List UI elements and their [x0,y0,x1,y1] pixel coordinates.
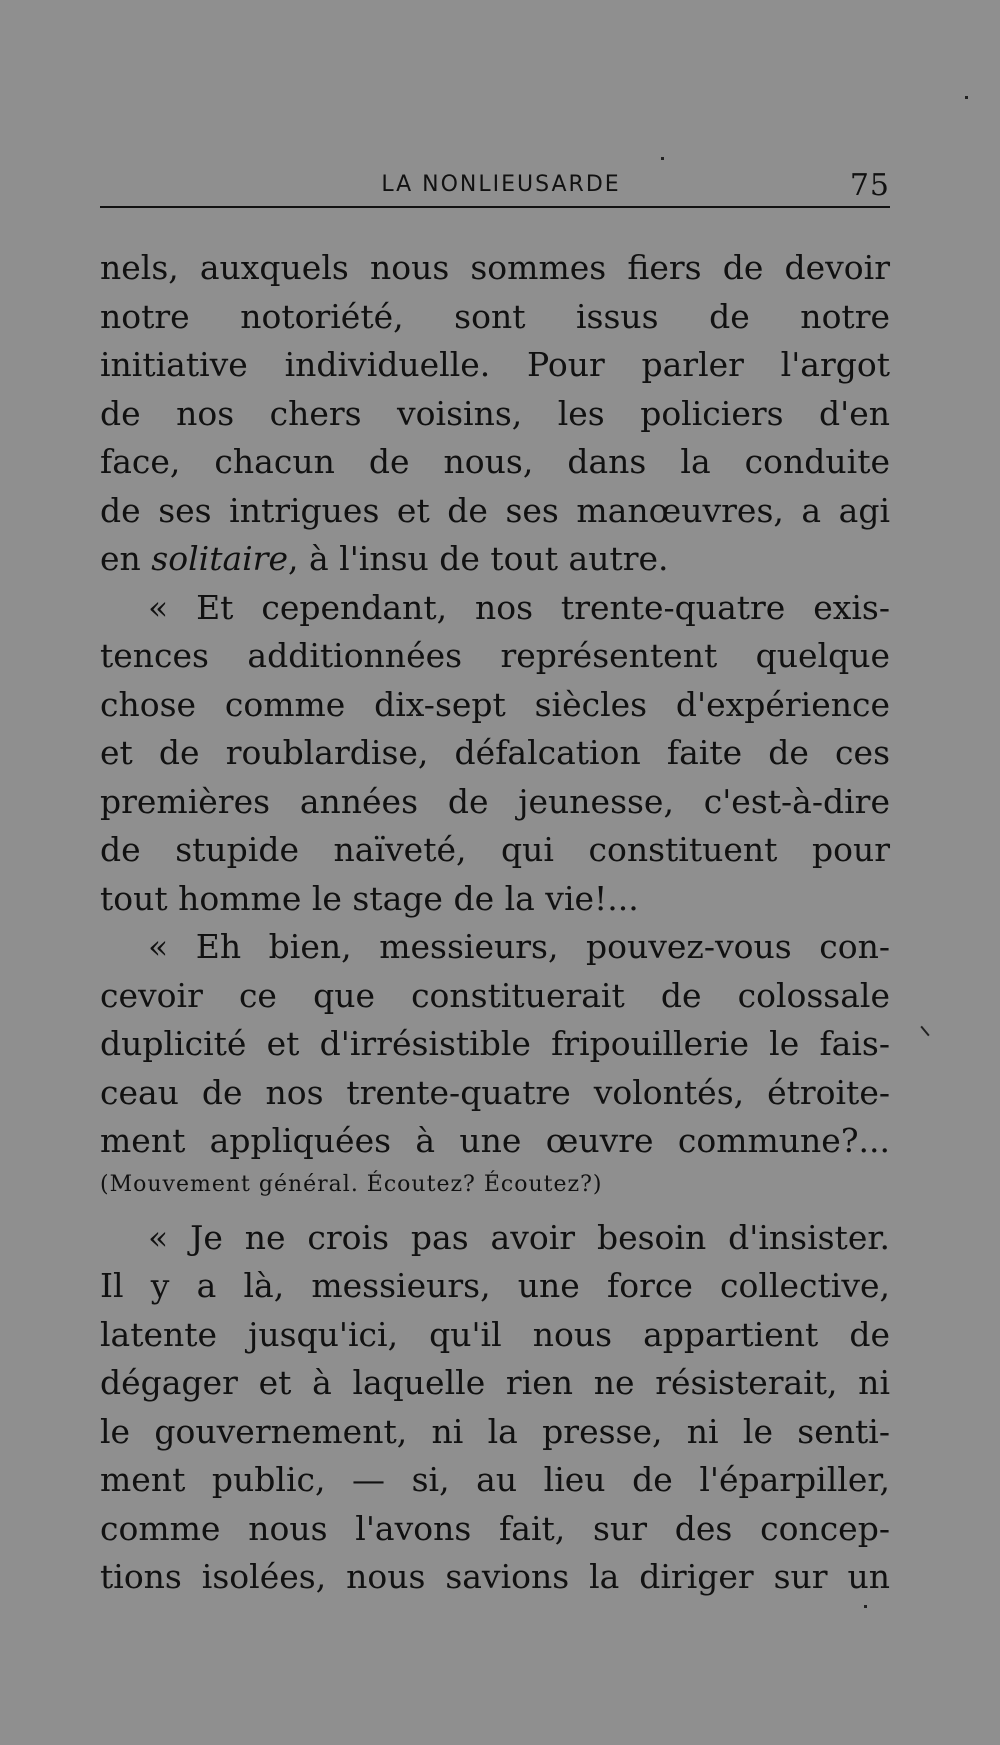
text-line: duplicité et d'irrésistible fripouillerie le fais- [100,1024,890,1063]
text-line: de nos chers voisins, les policiers d'en [100,393,890,433]
text-line: tions isolées, nous savions la diriger sur un [100,1557,890,1596]
speck-mark [965,96,968,99]
line-text: , à l'insu de tout autre. [288,539,669,578]
text-line: ment appliquées à une œuvre commune?... [100,1121,890,1160]
text-line: tout homme le stage de la vie!... [100,878,639,918]
text-line: « Et cependant, nos trente-quatre exis- [148,587,890,627]
page-number: 75 [849,168,890,203]
text-line: ceau de nos trente-quatre volontés, étroite- [100,1072,890,1112]
stage-direction: (Mouvement général. Écoutez? Écoutez?) [100,1171,603,1197]
text-line: « Je ne crois pas avoir besoin d'insister. [148,1217,890,1257]
text-line: Il y a là, messieurs, une force collective, [100,1266,890,1305]
text-line: chose comme dix-sept siècles d'expérience [100,684,890,724]
text-line: face, chacun de nous, dans la conduite [100,442,890,481]
speck-mark [864,1605,867,1608]
line-text: en [100,539,152,578]
text-line: comme nous l'avons fait, sur des concep- [100,1508,890,1548]
text-line: cevoir ce que constituerait de colossale [100,975,890,1015]
page-text [100,244,890,1602]
text-line: notre notoriété, sont issus de notre [100,296,890,336]
text-line: ment public, — si, au lieu de l'éparpiller, [100,1460,890,1499]
speck-mark [920,1026,929,1036]
book-page [100,170,890,1602]
text-line: « Eh bien, messieurs, pouvez-vous con- [148,927,890,966]
text-line: nels, auxquels nous sommes fiers de devoir [100,248,890,287]
running-title: LA NONLIEUSARDE [381,172,621,197]
text-line: premières années de jeunesse, c'est-à-dire [100,781,890,821]
speck-mark [661,157,664,160]
text-line: initiative individuelle. Pour parler l'argot [100,345,890,384]
text-line: de ses intrigues et de ses manœuvres, a agi [100,490,890,530]
running-header [100,170,890,208]
text-line: tences additionnées représentent quelque [100,636,890,675]
text-line: le gouvernement, ni la presse, ni le senti- [100,1411,890,1451]
text-line [100,535,890,584]
text-line: latente jusqu'ici, qu'il nous appartient de [100,1314,890,1354]
text-line: dégager et à laquelle rien ne résisterait, ni [100,1363,890,1402]
italic-word: solitaire [151,539,288,578]
text-line: de stupide naïveté, qui constituent pour [100,830,890,869]
text-line: et de roublardise, défalcation faite de ces [100,733,890,772]
